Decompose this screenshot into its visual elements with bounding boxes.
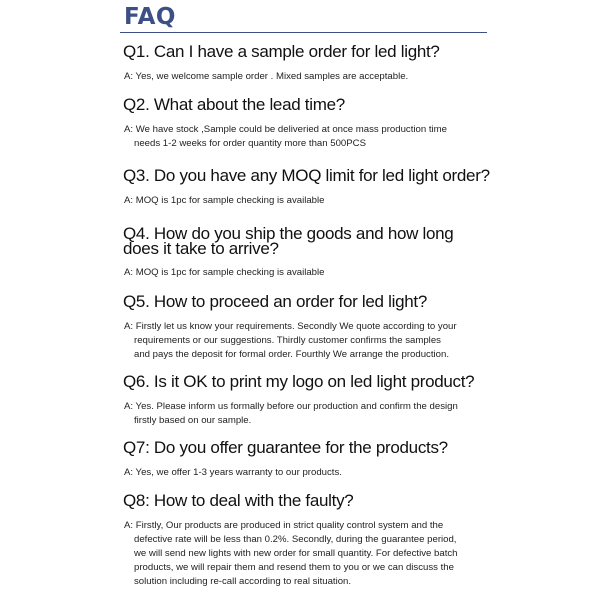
answer-4-line-1: A: MOQ is 1pc for sample checking is available <box>124 267 325 278</box>
answer-8-line-2: defective rate will be less than 0.2%. Secondly, during the guarantee period, <box>134 534 457 545</box>
question-1: Q1. Can I have a sample order for led light? <box>123 42 440 61</box>
answer-3-line-1: A: MOQ is 1pc for sample checking is available <box>124 195 325 206</box>
answer-8 <box>124 519 484 589</box>
answer-6-line-1: A: Yes. Please inform us formally before our production and confirm the design <box>124 401 458 412</box>
answer-6-line-2: firstly based on our sample. <box>134 415 252 426</box>
answer-7 <box>124 466 484 480</box>
answer-7-line-1: A: Yes, we offer 1-3 years warranty to our products. <box>124 467 342 478</box>
question-6: Q6. Is it OK to print my logo on led light product? <box>123 372 475 391</box>
answer-8-line-1: A: Firstly, Our products are produced in strict quality control system and the <box>124 520 444 531</box>
answer-3 <box>124 194 484 208</box>
heading-divider <box>120 32 487 33</box>
answer-1 <box>124 70 484 84</box>
answer-5-line-2: requirements or our suggestions. Thirdly customer confirms the samples <box>134 335 441 346</box>
question-8: Q8: How to deal with the faulty? <box>123 491 354 510</box>
answer-2-line-2: needs 1-2 weeks for order quantity more than 500PCS <box>134 138 366 149</box>
question-3: Q3. Do you have any MOQ limit for led light order? <box>123 166 490 185</box>
faq-heading: FAQ <box>124 4 176 30</box>
answer-5-line-1: A: Firstly let us know your requirements. Secondly We quote according to your <box>124 321 457 332</box>
answer-5 <box>124 320 484 362</box>
question-4: Q4. How do you ship the goods and how long does it take to arrive? <box>123 224 454 258</box>
answer-6 <box>124 400 484 428</box>
answer-8-line-3: we will send new lights with new order for small quantity. For defective batch <box>134 548 458 559</box>
question-2: Q2. What about the lead time? <box>123 95 345 114</box>
question-5: Q5. How to proceed an order for led light? <box>123 292 427 311</box>
answer-5-line-3: and pays the deposit for formal order. Fourthly We arrange the production. <box>134 349 449 360</box>
answer-2 <box>124 123 484 151</box>
question-7: Q7: Do you offer guarantee for the products? <box>123 438 448 457</box>
answer-2-line-1: A: We have stock ,Sample could be deliveried at once mass production time <box>124 124 447 135</box>
answer-8-line-4: products, we will repair them and resend them to you or we can discuss the <box>134 562 454 573</box>
answer-8-line-5: solution including re-call according to real situation. <box>134 576 352 587</box>
answer-4 <box>124 266 484 280</box>
answer-1-line-1: A: Yes, we welcome sample order . Mixed samples are acceptable. <box>124 71 409 82</box>
